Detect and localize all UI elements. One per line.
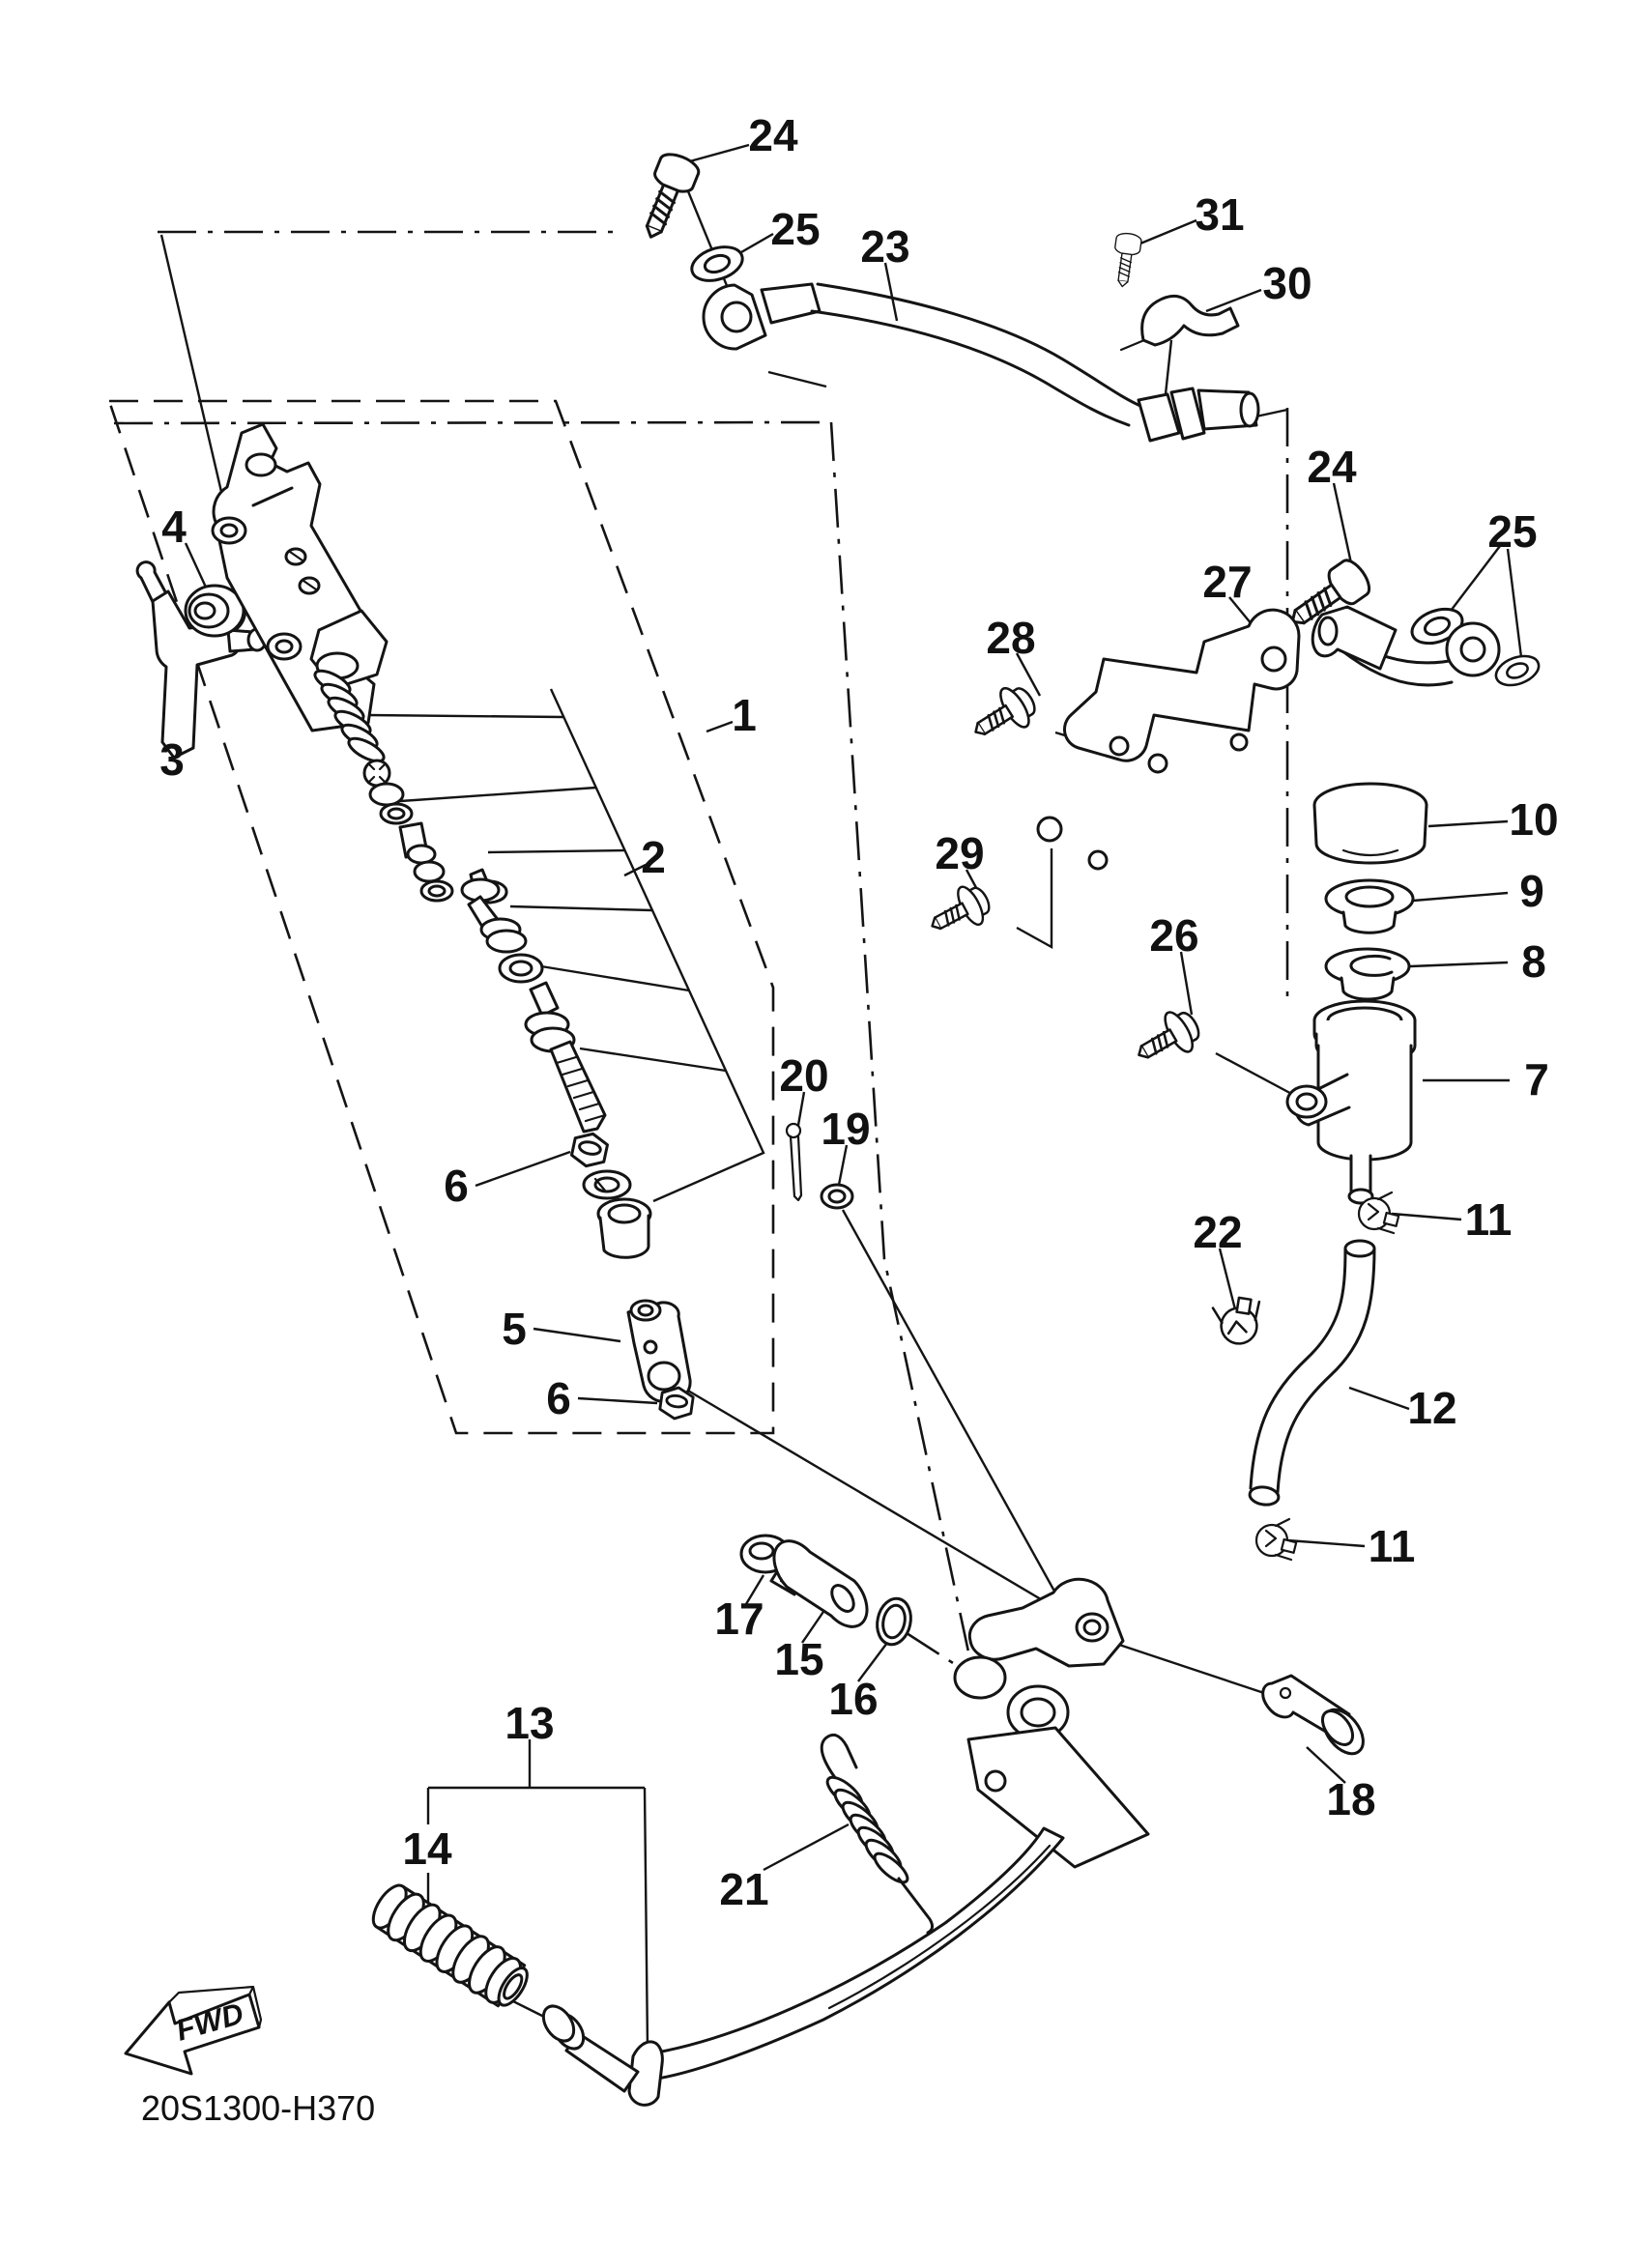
part-clevis-joint-5 (628, 1301, 690, 1402)
drawing-code: 20S1300-H370 (141, 2088, 376, 2128)
callout-12: 12 (1407, 1383, 1457, 1433)
callout-25: 25 (770, 204, 821, 254)
callout-2: 2 (641, 832, 666, 882)
part-stay-bracket-27 (1038, 610, 1299, 869)
part-oring-16 (873, 1595, 914, 1648)
part-screw-31 (1110, 232, 1141, 288)
callout-28: 28 (986, 613, 1036, 663)
callout-14: 14 (402, 1823, 452, 1874)
callout-27: 27 (1202, 557, 1253, 607)
callout-19: 19 (821, 1104, 871, 1154)
callout-21: 21 (719, 1864, 769, 1914)
callout-10: 10 (1509, 794, 1559, 845)
callout-3: 3 (159, 734, 185, 785)
callout-31: 31 (1195, 189, 1245, 240)
construction-lines (109, 191, 1287, 1672)
callout-30: 30 (1262, 258, 1312, 308)
part-clevis-pin-18 (1263, 1676, 1371, 1761)
callout-26: 26 (1149, 910, 1199, 961)
callout-17: 17 (714, 1593, 764, 1644)
callout-20: 20 (779, 1050, 829, 1101)
part-bolt-29 (922, 879, 995, 945)
callout-11: 11 (1464, 1194, 1513, 1245)
part-diaphragm-plate-9 (1326, 880, 1413, 933)
callout-8: 8 (1521, 936, 1546, 987)
group-13-bracket (428, 1739, 648, 2049)
part-clamp-22 (1212, 1296, 1262, 1345)
part-banjo-eye-right (1447, 623, 1499, 675)
part-bushing-6 (598, 1199, 650, 1257)
callout-16: 16 (828, 1674, 879, 1724)
part-diaphragm-8 (1326, 949, 1409, 999)
fwd-arrow-icon (126, 1987, 261, 2074)
callout-4: 4 (161, 502, 187, 552)
callout-1: 1 (732, 690, 757, 740)
callout-24: 24 (748, 110, 798, 160)
callout-18: 18 (1326, 1774, 1376, 1824)
callout-13: 13 (504, 1698, 555, 1748)
part-pedal-rubber-14 (365, 1879, 534, 2014)
callout-15: 15 (774, 1634, 824, 1684)
part-reservoir-cap-10 (1314, 784, 1427, 863)
part-nut-6-upper (570, 1131, 609, 1169)
callout-5: 5 (502, 1304, 527, 1354)
callout-6: 6 (444, 1161, 469, 1211)
part-hose-clamp-11-lower (1256, 1519, 1296, 1560)
fwd-arrow-label: FWD (172, 1995, 247, 2048)
part-bolt-26 (1128, 1003, 1206, 1074)
part-master-cylinder-body (213, 424, 387, 731)
callout-6b: 6 (546, 1373, 571, 1423)
part-bolt-28 (964, 678, 1042, 751)
callout-23: 23 (860, 221, 910, 272)
group-2-bracket (367, 689, 764, 1201)
callout-29: 29 (935, 828, 985, 878)
callout-7: 7 (1524, 1054, 1549, 1105)
part-washer-6-upper (584, 1171, 630, 1198)
part-collar-15 (774, 1541, 867, 1627)
part-return-spring-21 (822, 1735, 932, 1933)
part-washer-19 (822, 1185, 852, 1208)
callout-11b: 11 (1368, 1521, 1416, 1571)
part-washer-25-top (687, 241, 746, 286)
part-hose-clamp-30 (1121, 296, 1238, 350)
callout-22: 22 (1193, 1207, 1243, 1257)
callout-24b: 24 (1307, 442, 1357, 492)
part-piston-kit-2 (364, 761, 605, 1132)
part-reservoir-hose-12 (1249, 1241, 1374, 1507)
callout-25b: 25 (1487, 506, 1538, 557)
part-brake-pedal-13 (537, 1579, 1148, 2105)
part-cotter-pin-20 (787, 1124, 801, 1200)
callout-9: 9 (1519, 866, 1544, 916)
part-reservoir-tank-7 (1287, 1001, 1415, 1203)
part-washer-25-right-b (1492, 650, 1542, 690)
